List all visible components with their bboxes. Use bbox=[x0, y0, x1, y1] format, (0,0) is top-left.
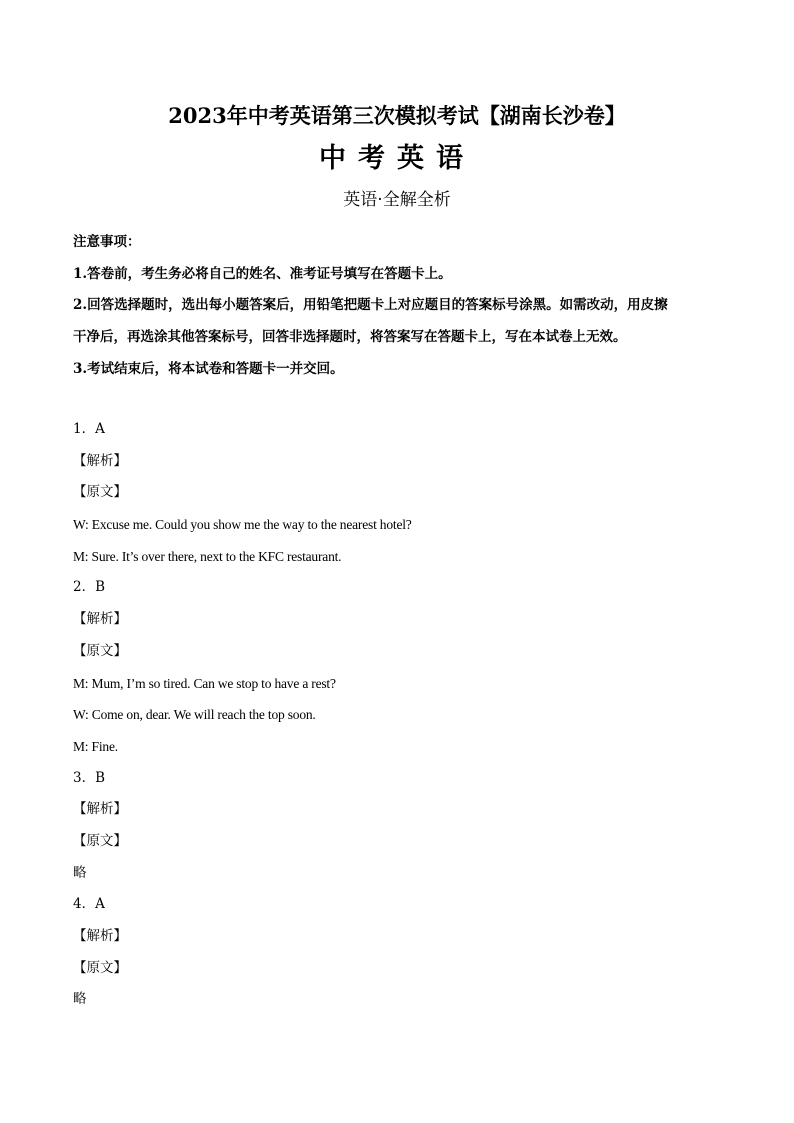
original-text-label: 【原文】 bbox=[73, 959, 127, 976]
original-text-label: 【原文】 bbox=[73, 832, 127, 849]
original-text-label: 【原文】 bbox=[73, 642, 127, 659]
answer-number: 3．B bbox=[73, 769, 106, 786]
original-text-label: 【原文】 bbox=[73, 484, 127, 501]
answers-section bbox=[73, 414, 723, 1016]
analysis-label: 【解析】 bbox=[73, 611, 127, 628]
document-subtitle: 英语·全解全析 bbox=[343, 190, 451, 210]
transcript-line: M: Sure. It’s over there, next to the KFC restaurant. bbox=[73, 548, 342, 564]
notes-heading: 注意事项： bbox=[73, 234, 141, 250]
analysis-label: 【解析】 bbox=[73, 928, 127, 944]
notes-section bbox=[73, 227, 723, 386]
transcript-line: M: Mum, I’m so tired. Can we stop to have a rest? bbox=[73, 675, 336, 691]
transcript-line: 略 bbox=[73, 991, 87, 1008]
transcript-line: W: Excuse me. Could you show me the way to the nearest hotel? bbox=[73, 517, 412, 533]
answer-number: 1．A bbox=[73, 421, 105, 437]
transcript-line: M: Fine. bbox=[73, 738, 118, 754]
note-item: 3.考试结束后，将本试卷和答题卡一并交回。 bbox=[73, 360, 344, 377]
note-item: 1.答卷前，考生务必将自己的姓名、准考证号填写在答题卡上。 bbox=[73, 265, 452, 282]
transcript-line: W: Come on, dear. We will reach the top soon. bbox=[73, 707, 316, 723]
note-item: 2.回答选择题时，选出每小题答案后，用铅笔把题卡上对应题目的答案标号涂黑。如需改动，用皮擦 bbox=[73, 297, 668, 314]
answer-number: 2．B bbox=[73, 579, 106, 596]
document-title: 2023年中考英语第三次模拟考试【湖南长沙卷】 bbox=[168, 103, 626, 128]
transcript-line: 略 bbox=[73, 864, 87, 881]
analysis-label: 【解析】 bbox=[73, 801, 127, 818]
subject-heading: 中考英语 bbox=[319, 143, 475, 174]
analysis-label: 【解析】 bbox=[73, 452, 127, 469]
answer-number: 4．A bbox=[73, 896, 105, 913]
note-item: 干净后，再选涂其他答案标号，回答非选择题时，将答案写在答题卡上，写在本试卷上无效。 bbox=[73, 329, 627, 346]
